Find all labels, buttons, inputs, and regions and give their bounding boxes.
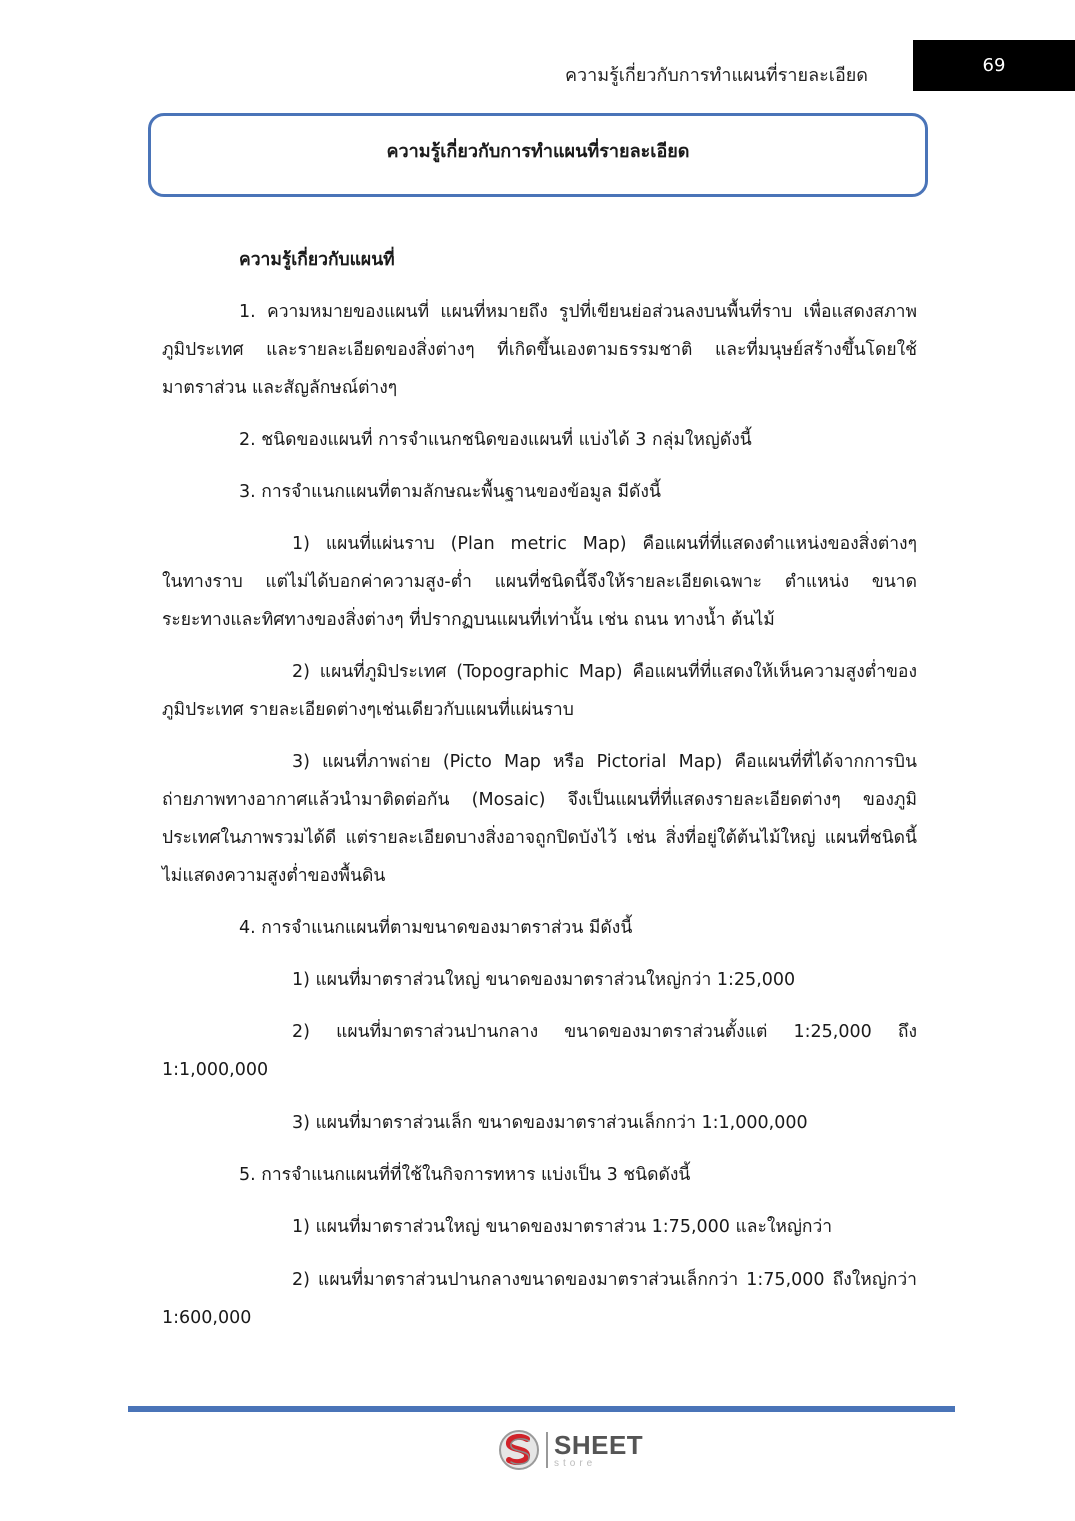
paragraph-line: 4. การจำแนกแผนที่ตามขนาดของมาตราส่วน มีดังนี้ [239,918,633,938]
paragraph-line: 1) แผนที่มาตราส่วนใหญ่ ขนาดของมาตราส่วนใหญ่กว่า 1:25,000 [292,970,796,990]
page-number: 69 [982,55,1006,76]
logo-wordmark [554,1429,644,1469]
paragraph-line: 1:600,000 [162,1308,252,1328]
paragraph-line: 2. ชนิดของแผนที่ การจำแนกชนิดของแผนที่ แบ่งได้ 3 กลุ่มใหญ่ดังนี้ [239,430,752,450]
paragraph-line: 5. การจำแนกแผนที่ที่ใช้ในกิจการทหาร แบ่งเป็น 3 ชนิดดังนี้ [239,1165,691,1185]
paragraph-line: ไม่แสดงความสูงต่ำของพื้นดิน [162,866,386,886]
paragraph-line: ในทางราบ แต่ไม่ได้บอกค่าความสูง-ต่ำ แผนที่ชนิดนี้จึงให้รายละเอียดเฉพาะ ตำแหน่ง ขนาด [162,572,917,592]
paragraph-line: 1:1,000,000 [162,1060,269,1080]
chapter-title: ความรู้เกี่ยวกับการทำแผนที่รายละเอียด [386,141,690,162]
paragraph-line: 3. การจำแนกแผนที่ตามลักษณะพื้นฐานของข้อมูล มีดังนี้ [239,482,661,502]
running-header-title: ความรู้เกี่ยวกับการทำแผนที่รายละเอียด [564,65,868,86]
logo-text: SHEET [554,1429,644,1460]
paragraph-line: 1) แผนที่แผ่นราบ (Plan metric Map) คือแผนที่ที่แสดงตำแหน่งของสิ่งต่างๆ [292,534,917,554]
paragraph-line: ระยะทางและทิศทางของสิ่งต่างๆ ที่ปรากฏบนแผนที่เท่านั้น เช่น ถนน ทางน้ำ ต้นไม้ [162,610,775,630]
paragraph-line: 1. ความหมายของแผนที่ แผนที่หมายถึง รูปที่เขียนย่อส่วนลงบนพื้นที่ราบ เพื่อแสดงสภาพ [239,302,917,322]
paragraph-line: 2) แผนที่มาตราส่วนปานกลาง ขนาดของมาตราส่วนตั้งแต่ 1:25,000 ถึง [292,1022,917,1042]
paragraph-line: 3) แผนที่มาตราส่วนเล็ก ขนาดของมาตราส่วนเล็กกว่า 1:1,000,000 [292,1113,808,1133]
logo-subtext: store [554,1457,597,1469]
paragraph-line: 2) แผนที่มาตราส่วนปานกลางขนาดของมาตราส่วนเล็กกว่า 1:75,000 ถึงใหญ่กว่า [292,1270,917,1290]
paragraph-line: ถ่ายภาพทางอากาศแล้วนำมาติดต่อกัน (Mosaic) จึงเป็นแผนที่ที่แสดงรายละเอียดต่างๆ ของภูมิ [162,790,917,810]
paragraph-line: ภูมิประเทศ รายละเอียดต่างๆเช่นเดียวกับแผนที่แผ่นราบ [162,700,574,720]
footer-rule [128,1406,955,1412]
sheet-s-logo-icon [498,1429,540,1471]
page-number-box [913,40,1075,91]
paragraph-line: 1) แผนที่มาตราส่วนใหญ่ ขนาดของมาตราส่วน 1:75,000 และใหญ่กว่า [292,1217,833,1237]
logo-divider [546,1432,548,1468]
chapter-title-box [148,113,928,197]
sheet-store-logo [498,1428,643,1472]
paragraph-line: ภูมิประเทศ และรายละเอียดของสิ่งต่างๆ ที่เกิดขึ้นเองตามธรรมชาติ และที่มนุษย์สร้างขึ้นโดยใช้ [162,340,917,360]
section-heading: ความรู้เกี่ยวกับแผนที่ [239,250,395,270]
paragraph-line: ประเทศในภาพรวมได้ดี แต่รายละเอียดบางสิ่งอาจถูกปิดบังไว้ เช่น สิ่งที่อยู่ใต้ต้นไม้ใหญ่ แผนที่ชนิดนี้ [162,828,917,848]
paragraph-line: 3) แผนที่ภาพถ่าย (Picto Map หรือ Pictorial Map) คือแผนที่ที่ได้จากการบิน [292,752,917,772]
paragraph-line: 2) แผนที่ภูมิประเทศ (Topographic Map) คือแผนที่ที่แสดงให้เห็นความสูงต่ำของ [292,662,917,682]
paragraph-line: มาตราส่วน และสัญลักษณ์ต่างๆ [162,378,398,398]
